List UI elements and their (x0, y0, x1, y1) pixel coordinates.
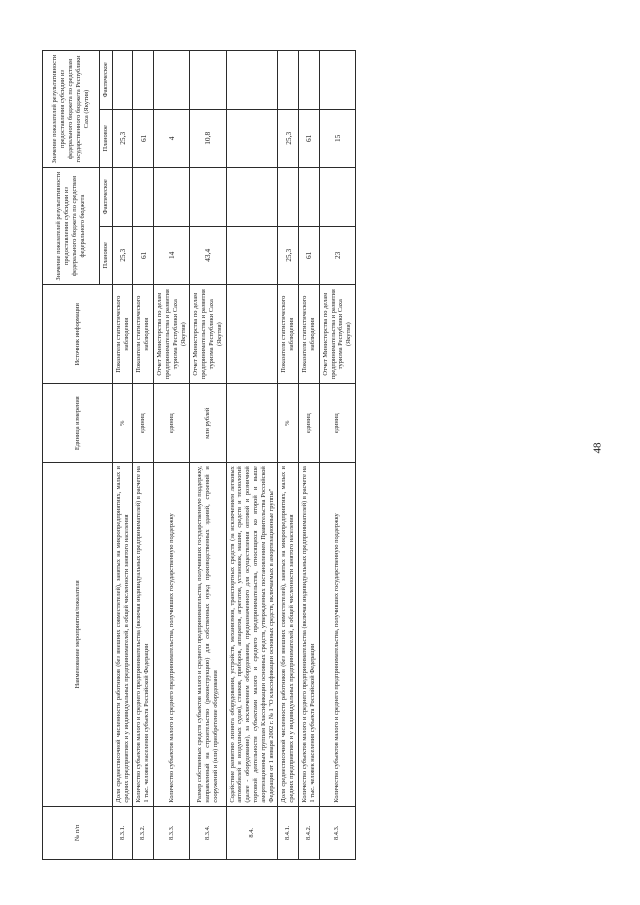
row-fed-plan: 25,3 (278, 226, 299, 285)
header-fed-planned: Плановое (100, 226, 113, 285)
row-reg-plan: 61 (299, 109, 320, 168)
row-source: Показатели статистического наблюдения (112, 285, 133, 384)
row-name: Количество субъектов малого и среднего предпринимательства, получивших государственную поддержку (154, 463, 190, 806)
row-fed-plan: 61 (299, 226, 320, 285)
row-num: 8.4.3. (319, 806, 355, 859)
row-fed-plan: 23 (319, 226, 355, 285)
table-row (278, 51, 299, 860)
row-fed-fact (319, 168, 355, 227)
header-unit: Единица измерения (43, 384, 113, 463)
row-num: 8.4.1. (278, 806, 299, 859)
row-reg-plan: 4 (154, 109, 190, 168)
header-fed-actual: Фактическое (100, 168, 113, 227)
row-reg-fact (319, 51, 355, 110)
page-number: 48 (591, 442, 604, 454)
row-reg-fact (278, 51, 299, 110)
table-row (319, 51, 355, 860)
row-name: Количество субъектов малого и среднего предпринимательства (включая индивидуальных предпринимателей) в расчете на 1 тыс. человек населения субъекта Российской Федерации (133, 463, 154, 806)
table-row (112, 51, 133, 860)
row-reg-plan: 61 (133, 109, 154, 168)
row-num: 8.3.1. (112, 806, 133, 859)
row-num: 8.3.3. (154, 806, 190, 859)
row-name: Доля среднесписочной численности работников (без внешних совместителей), занятых на микропредприятиях, малых и средних предприятиях и у индивидуальных предпринимателей, в общей численности занятого населения (112, 463, 133, 806)
indicators-table (42, 50, 356, 860)
row-unit: млн рублей (190, 384, 226, 463)
header-source: Источник информации (43, 285, 113, 384)
header-name: Наименование мероприятия/показателя (43, 463, 113, 806)
header-num: № п/п (43, 806, 113, 859)
row-reg-fact (190, 51, 226, 110)
row-reg-fact (226, 51, 278, 110)
row-num: 8.3.2. (133, 806, 154, 859)
row-unit: единиц (133, 384, 154, 463)
row-fed-fact (299, 168, 320, 227)
row-fed-plan: 61 (133, 226, 154, 285)
rotated-page (42, 50, 632, 860)
row-fed-plan (226, 226, 278, 285)
row-reg-plan: 25,3 (278, 109, 299, 168)
row-unit: % (278, 384, 299, 463)
row-source: Отчет Министерства по делам предпринимательства и развития туризма Республики Саха (Якутия) (154, 285, 190, 384)
row-fed-plan: 25,3 (112, 226, 133, 285)
table-row (133, 51, 154, 860)
row-name: Размер собственных средств субъектов малого и среднего предпринимательства, получивших государственную поддержку, направленный на строительство (реконструкцию) для собственных нужд производственных зданий, строений и сооружений и (или) приобретение оборудования (190, 463, 226, 806)
row-fed-fact (190, 168, 226, 227)
row-reg-plan: 10,8 (190, 109, 226, 168)
row-name: Доля среднесписочной численности работников (без внешних совместителей), занятых на микропредприятиях, малых и средних предприятиях и у индивидуальных предпринимателей, в общей численности занятого населения (278, 463, 299, 806)
table-row (299, 51, 320, 860)
row-source: Отчет Министерства по делам предпринимательства и развития туризма Республики Саха (Якутия) (190, 285, 226, 384)
row-reg-fact (299, 51, 320, 110)
row-name: Количество субъектов малого и среднего предпринимательства (включая индивидуальных предпринимателей) в расчете на 1 тыс. человек населения субъекта Российской Федерации (299, 463, 320, 806)
row-reg-fact (112, 51, 133, 110)
row-reg-plan: 25,3 (112, 109, 133, 168)
row-fed-fact (278, 168, 299, 227)
row-name: Содействие развитию лизинга оборудования, устройств, механизмов, транспортных средств (за исключением легковых автомобилей и воздушных судов), станков, приборов, аппаратов, агрегатов, установок, машин, средств и технологий (далее - оборудование), за исключением оборудования, предназначенного для осуществления оптовой и розничной торговой деятельности субъектами малого и среднего предпринимательства, относящихся ко второй и выше амортизационным группам Классификации основных средств, утвержденных постановлением Правительства Российской Федерации от 1 января 2002 г. № 1 "О классификации основных средств, включаемых в амортизационные группы" (226, 463, 278, 806)
row-source: Показатели статистического наблюдения (299, 285, 320, 384)
table-row (226, 51, 278, 860)
row-num: 8.4.2. (299, 806, 320, 859)
row-unit: единиц (154, 384, 190, 463)
row-unit (226, 384, 278, 463)
header-reg-actual: Фактическое (100, 51, 113, 110)
row-fed-fact (226, 168, 278, 227)
row-source (226, 285, 278, 384)
header-row (43, 51, 100, 860)
header-federal: Значение показателей результативности предоставления субсидии из федерального бюджета по средствам федерального бюджета (43, 168, 100, 285)
row-unit: единиц (299, 384, 320, 463)
row-num: 8.3.4. (190, 806, 226, 859)
row-source: Отчет Министерства по делам предпринимательства и развития туризма Республики Саха (Якутия) (319, 285, 355, 384)
row-reg-plan (226, 109, 278, 168)
row-reg-fact (154, 51, 190, 110)
row-reg-fact (133, 51, 154, 110)
header-reg-planned: Плановое (100, 109, 113, 168)
row-name: Количество субъектов малого и среднего предпринимательства, получивших государственную поддержку (319, 463, 355, 806)
row-fed-fact (112, 168, 133, 227)
row-num: 8.4. (226, 806, 278, 859)
table-row (154, 51, 190, 860)
row-reg-plan: 15 (319, 109, 355, 168)
row-fed-fact (154, 168, 190, 227)
row-fed-plan: 14 (154, 226, 190, 285)
row-unit: единиц (319, 384, 355, 463)
row-source: Показатели статистического наблюдения (133, 285, 154, 384)
row-fed-fact (133, 168, 154, 227)
header-regional: Значение показателей результативности предоставления субсидии из федерального бюджета по средствам государственного бюджета Республики Саха (Якутия) (43, 51, 100, 168)
table-row (190, 51, 226, 860)
row-unit: % (112, 384, 133, 463)
row-fed-plan: 43,4 (190, 226, 226, 285)
row-source: Показатели статистического наблюдения (278, 285, 299, 384)
